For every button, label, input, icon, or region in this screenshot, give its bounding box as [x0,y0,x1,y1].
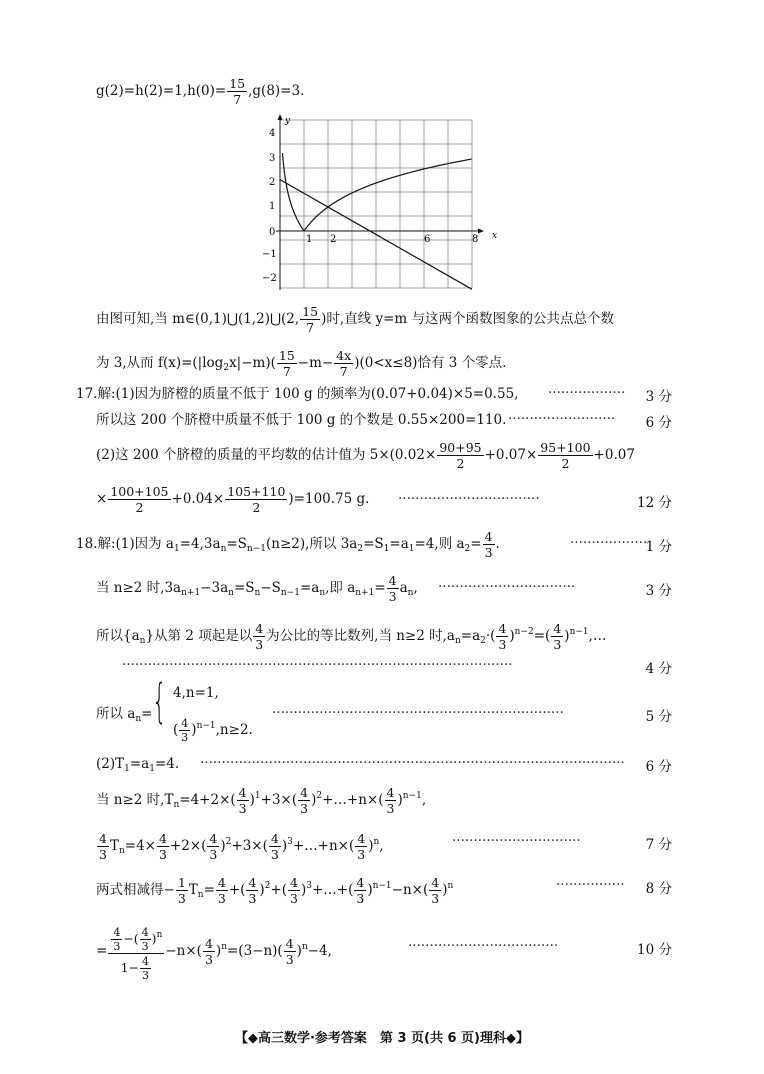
text: =a [129,756,150,772]
sub: 2 [464,544,471,554]
fraction: $\frac{4}{3}$ [142,955,150,982]
text: ) [442,882,448,898]
text: T [188,882,198,898]
conclusion-line-2 [96,346,506,385]
text: +( [228,882,246,898]
p18-final-line [96,912,332,986]
fraction: $\frac{15}{7}$ [302,304,319,335]
x-tick-2: 2 [330,234,337,245]
piecewise-brace: { [152,674,167,728]
fraction: $\frac{4}{3}$ [498,621,507,652]
score-6: 6 分 [645,415,672,431]
fraction: $\frac{4}{3}$ [388,573,397,604]
fraction: $\frac{4x}{7}$ [336,348,352,379]
text: × [96,491,108,507]
text: +3×( [260,792,298,808]
sup: n−1 [372,881,392,891]
y-axis-label: y [285,116,291,126]
p18-line-3 [96,615,606,658]
sub: 2 [223,363,230,373]
text: −n×( [391,882,429,898]
p18-line-2 [96,571,418,610]
text: T [109,838,119,854]
text: (2)T [96,756,125,772]
sup: 3 [287,837,293,847]
text: 当 n≥2 时,T [96,792,174,808]
score-5: 5 分 [645,709,672,725]
fraction: $\frac{95+100}{2}$ [540,440,591,471]
sub: n [118,846,125,856]
sub: n−1 [280,588,300,598]
p18-part2-line [96,755,179,778]
top-text-a: g(2)=h(2)=1,h(0)= [96,83,227,99]
sup: n−2 [514,627,534,637]
score-3: 3 分 [645,389,672,405]
text: 所以这 200 个脐橙中质量不低于 100 g 的个数是 0.55×200=110. [96,412,507,428]
sub: 1 [124,764,130,774]
fraction: $\frac{4}{3}$ [431,875,440,906]
y-tick-3: 3 [269,153,276,164]
sup: 3 [306,881,312,891]
p17-line-4 [96,482,369,516]
leader-dots: ··································································································· [200,755,625,771]
text: 1− [120,960,140,975]
fraction: $\frac{1}{3}$ [177,875,186,906]
sub: n [254,588,261,598]
y-tick-0: 0 [269,227,276,238]
compound-numerator [108,921,164,954]
text: =4,3a [179,536,221,552]
text: ) [300,882,307,898]
text: 为 3,从而 f(x)=(|log [96,355,224,371]
sub: n+1 [181,588,201,598]
x-axis-label: x [492,231,498,241]
leader-dots: ·················· [570,535,648,551]
text: = [374,580,386,596]
sub: n [135,714,142,724]
score-4: 4 分 [645,661,672,677]
text: ,n≥2. [215,722,253,738]
y-tick-2: 2 [269,177,276,188]
top-text-b: ,g(8)=3. [248,83,305,99]
p18-4-3-Tn-line [96,825,384,868]
compound-fraction [108,921,164,982]
text: )(0<x≤8)恰有 3 个零点. [354,355,507,371]
p17-line-3 [96,438,635,472]
y-tick-1: 1 [269,201,276,212]
text: +( [270,882,287,898]
sub: 1 [149,764,155,774]
fraction: $\frac{4}{3}$ [217,875,226,906]
text: ) [564,628,570,644]
sub: n−1 [246,544,266,554]
text: ) [397,792,403,808]
x-tick-6: 6 [424,234,431,245]
text: ) [367,882,373,898]
text: 所以 a [96,706,136,722]
text: ) [249,792,255,808]
text: −( [123,931,139,946]
fraction: $\frac{105+110}{2}$ [227,484,286,515]
sub: n [197,890,204,900]
fraction: $\frac{4}{3}$ [357,831,366,862]
text: ,即 a [325,580,356,596]
sub: n [173,800,180,810]
leader-dots: ·················· [548,385,626,401]
text: . [495,536,500,552]
text: +…+n×( [322,792,384,808]
sup: n [221,942,227,952]
fraction: $\frac{15}{7}$ [278,348,295,379]
leader-dots: ················ [556,877,625,893]
fraction: $\frac{4}{3}$ [99,831,107,862]
fraction: $\frac{4}{3}$ [113,926,121,953]
fraction: $\frac{4}{3}$ [248,875,257,906]
text: , [413,580,418,596]
p18-Tn-line [96,779,426,822]
sub: n [454,636,461,646]
sub: n [319,588,326,598]
x-tick-1: 1 [306,234,313,245]
sup: n [301,942,308,952]
text: =(3−n)( [226,943,283,959]
text: (n≥2),所以 3a [266,536,358,552]
sub: 2 [357,544,364,554]
y-tick-neg1: −1 [262,249,277,260]
sup: 2 [225,837,232,847]
sup: 2 [316,791,323,801]
sup: n [447,881,454,891]
y-tick-4: 4 [269,128,276,139]
text: −4, [307,943,332,959]
fraction: $\frac{4}{3}$ [553,621,562,652]
text: ( [173,722,179,738]
text: 所以{a [96,628,140,644]
fraction-15-7: $\frac{15}{7}$ [229,76,246,107]
text: , [421,792,427,808]
function-graph [262,114,508,294]
leader-dots: ································ [438,579,576,595]
p17-line-1 [76,385,518,403]
sub: n [407,588,414,598]
fraction: $\frac{4}{3}$ [270,831,279,862]
text: +3×( [231,838,268,854]
fraction: $\frac{4}{3}$ [238,785,247,816]
text: ) [281,838,288,854]
text: a [399,580,408,596]
p18-line-1 [76,527,500,566]
text: = [470,536,482,552]
sub: n+1 [355,588,375,598]
text: =a [299,580,320,596]
sub: n [228,588,234,598]
score-8: 8 分 [645,881,672,897]
p18-subtract-line [96,869,453,912]
fraction: $\frac{4}{3}$ [484,529,493,560]
text: )时,直线 y=m 与这两个函数图象的公共点总个数 [321,311,614,327]
text: =S [233,580,255,596]
text: ) [368,838,374,854]
text: )=100.75 g. [288,491,370,507]
sub: 1 [408,544,415,554]
text: ) [259,882,265,898]
text: ) [220,838,226,854]
sup: 1 [254,791,261,801]
text: +0.07 [593,447,635,463]
text: = [141,706,153,722]
fraction: $\frac{4}{3}$ [386,785,395,816]
text: ) [215,943,222,959]
compound-denominator [108,954,164,982]
fraction: $\frac{4}{3}$ [209,831,218,862]
piecewise-case-1: 4,n=1, [173,685,219,701]
score-12: 12 分 [637,495,672,511]
fraction: $\frac{100+105}{2}$ [110,484,169,515]
piecewise-case-2 [173,709,253,747]
fraction: $\frac{4}{3}$ [141,926,149,953]
text: +…+( [311,882,354,898]
text: ,… [588,628,607,644]
leader-dots: ························· [508,411,616,427]
text: =4,则 a [414,536,465,552]
text: =S [226,536,247,552]
text: =S [363,536,384,552]
text: }从第 2 项起是以 [145,628,253,644]
text: =a [460,628,481,644]
fraction: $\frac{4}{3}$ [204,936,213,967]
page-footer: 【◆高三数学·参考答案 第 3 页(共 6 页)理科◆】 [234,1031,529,1046]
fraction: $\frac{4}{3}$ [255,621,264,652]
leader-dots: ································· [398,491,540,507]
fraction: $\frac{90+95}{2}$ [439,440,482,471]
text: +…+n×( [292,838,355,854]
sub: 2 [480,636,486,646]
text: = [96,943,108,959]
fraction: $\frac{4}{3}$ [290,875,298,906]
sub: n [220,544,227,554]
sup: n−1 [196,721,216,731]
score-1: 1 分 [645,539,672,555]
p18-piecewise-label [96,705,152,728]
score-7: 7 分 [645,837,672,853]
text: =4. [154,756,180,772]
sub: n [139,636,146,646]
text: −3a [200,580,229,596]
text: +0.07× [484,447,538,463]
sup: n [156,930,163,940]
text: −n×( [165,943,202,959]
text: = [203,882,215,898]
sub: 1 [173,544,180,554]
fraction: $\frac{4}{3}$ [356,875,365,906]
text: ) [509,628,515,644]
text: 由图可知,当 m∈(0,1)⋃(1,2)⋃(2, [96,311,300,327]
text: =4× [124,838,156,854]
fraction: $\frac{4}{3}$ [285,936,294,967]
score-10: 10 分 [637,942,672,958]
text: =a [389,536,409,552]
sup: n−1 [402,791,422,801]
text: 为公比的等比数列,当 n≥2 时,a [266,628,455,644]
sup: n−1 [569,627,589,637]
text: 17.解:(1)因为脐橙的质量不低于 100 g 的频率为(0.07+0.04)×5=0.55, [76,386,519,402]
leader-dots: ··························································································· [122,657,513,673]
leader-dots: ···································································· [272,705,564,721]
x-tick-8: 8 [472,234,479,245]
text: x|−m)( [229,355,276,371]
text: ) [151,931,157,946]
text: 当 n≥2 时,3a [96,580,182,596]
text: =( [533,628,551,644]
text: +0.04× [171,491,225,507]
text: 两式相减得− [96,882,175,898]
text: +2×( [169,838,207,854]
fraction: $\frac{4}{3}$ [181,717,189,744]
text: 18.解:(1)因为 a [76,536,174,552]
text: , [379,838,384,854]
text: −S [260,580,281,596]
y-tick-neg2: −2 [262,273,277,284]
text: =4+2×( [179,792,236,808]
text: ·( [485,628,496,644]
p17-line-2 [96,411,506,429]
leader-dots: ······························ [452,833,581,849]
top-values-line [96,76,304,107]
conclusion-line-1 [96,302,614,336]
leader-dots: ··································· [408,938,559,954]
sub: 1 [383,544,390,554]
text: ) [311,792,317,808]
score-6b: 6 分 [645,759,672,775]
text: (2)这 200 个脐橙的质量的平均数的估计值为 5×(0.02× [96,447,437,463]
sup: 2 [264,881,271,891]
score-3b: 3 分 [645,583,672,599]
text: ) [191,722,197,738]
text: ) [296,943,302,959]
fraction: $\frac{4}{3}$ [300,785,309,816]
fraction: $\frac{4}{3}$ [158,831,167,862]
sup: n [373,837,380,847]
text: −m− [297,355,334,371]
